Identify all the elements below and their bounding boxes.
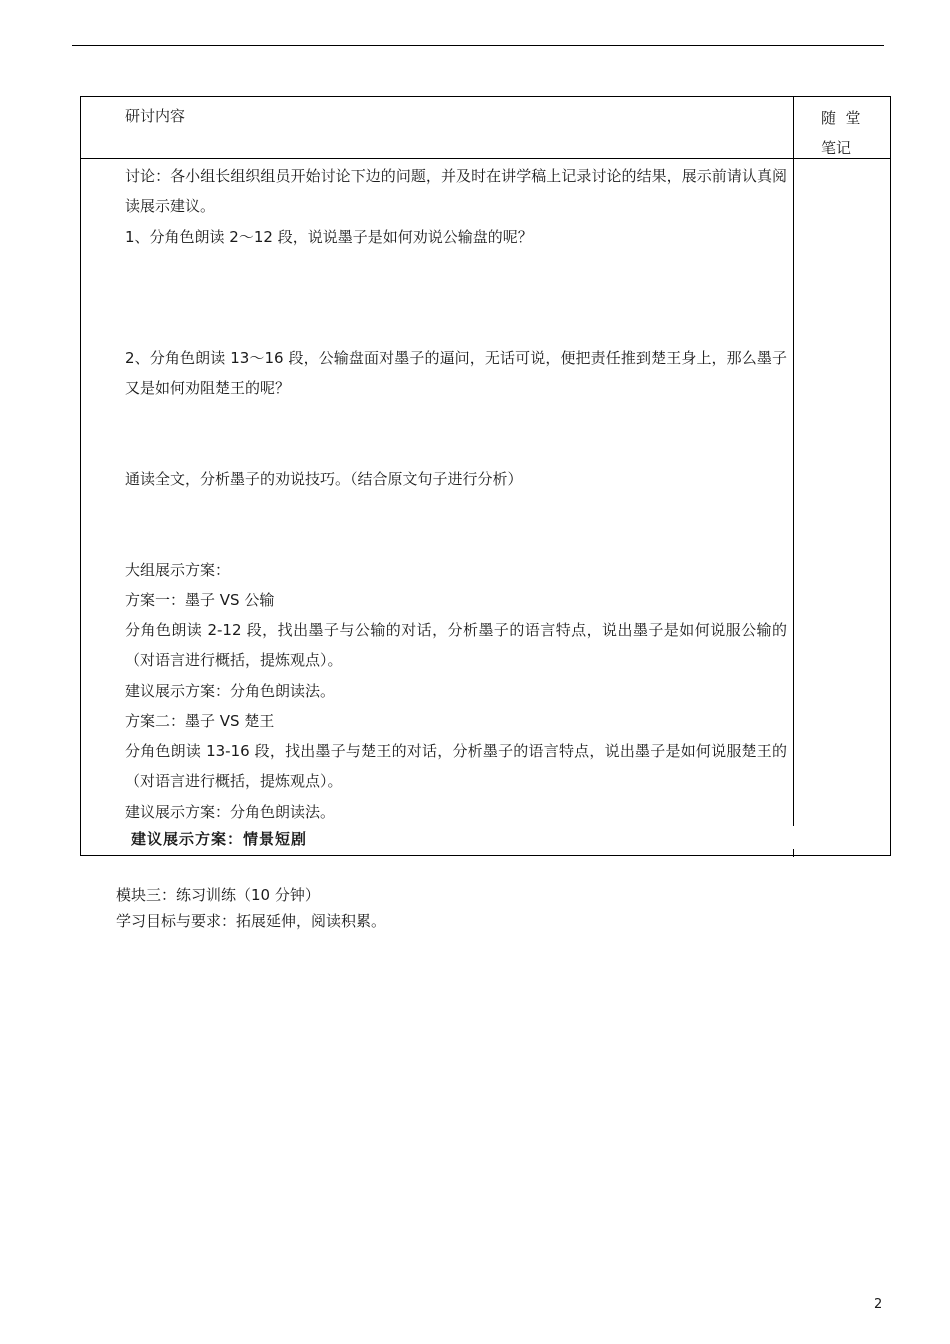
header-rule (72, 45, 884, 46)
plan-1-description: 分角色朗读 2-12 段，找出墨子与公输的对话，分析墨子的语言特点，说出墨子是如何说服公输的（对语言进行概括，提炼观点）。 (125, 621, 787, 669)
learning-goal: 学习目标与要求：拓展延伸，阅读积累。 (116, 912, 387, 930)
header-row-divider (81, 158, 890, 159)
question-3: 通读全文，分析墨子的劝说技巧。（结合原文句子进行分析） (125, 470, 523, 488)
header-content-label: 研讨内容 (125, 107, 186, 125)
column-divider-stub (793, 849, 794, 857)
plan-heading: 大组展示方案： (125, 561, 231, 579)
discussion-table (80, 96, 891, 856)
page-number: 2 (874, 1297, 883, 1312)
module-title: 模块三：练习训练（10 分钟） (116, 886, 320, 904)
plan-1-suggestion: 建议展示方案：分角色朗读法。 (125, 682, 336, 700)
discussion-intro: 讨论：各小组长组织组员开始讨论下边的问题，并及时在讲学稿上记录讨论的结果，展示前请认真阅读展示建议。 (125, 167, 787, 215)
plan-2-suggestion: 建议展示方案：分角色朗读法。 (125, 803, 336, 821)
plan-2-title: 方案二：墨子 VS 楚王 (125, 712, 275, 730)
plan-1-title: 方案一：墨子 VS 公输 (125, 591, 275, 609)
question-1: 1、分角色朗读 2～12 段，说说墨子是如何劝说公输盘的呢？ (125, 228, 533, 246)
question-2: 2、分角色朗读 13～16 段，公输盘面对墨子的逼问，无话可说，便把责任推到楚王身上，那么墨子又是如何劝阻楚王的呢？ (125, 349, 787, 397)
plan-2-description: 分角色朗读 13-16 段，找出墨子与楚王的对话，分析墨子的语言特点，说出墨子是如何说服楚王的（对语言进行概括，提炼观点）。 (125, 742, 787, 790)
header-notes-label: 随 堂 笔记 (821, 109, 861, 157)
column-divider (793, 97, 794, 826)
drama-suggestion: 建议展示方案：情景短剧 (131, 830, 308, 848)
